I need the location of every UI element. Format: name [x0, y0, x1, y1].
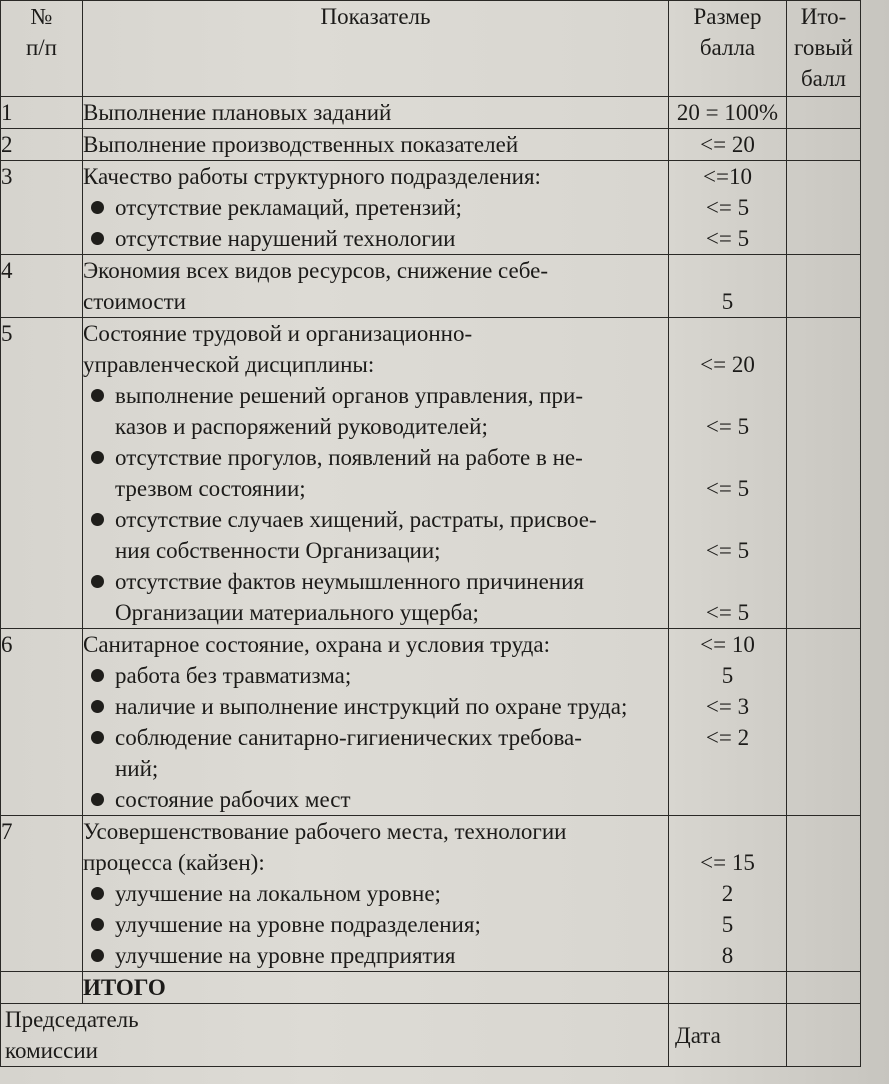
chairman-cell — [1, 1004, 669, 1067]
row-number: 6 — [1, 629, 83, 816]
size-value: <= 5 — [705, 414, 750, 439]
row-total — [787, 161, 861, 255]
row-total — [787, 816, 861, 972]
table-row — [1, 318, 861, 629]
indicator-line: Выполнение производственных показателей — [83, 132, 519, 157]
indicator-continuation: Организации материального ущерба; — [115, 600, 479, 625]
row-total — [787, 97, 861, 129]
indicator-line: процесса (кайзен): — [83, 850, 265, 875]
row-number: 5 — [1, 318, 83, 629]
row-indicator — [83, 129, 669, 161]
size-value: 8 — [721, 943, 734, 968]
indicator-bullet: отсутствие рекламаций, претензий; — [83, 192, 668, 223]
total-label: ИТОГО — [83, 972, 669, 1004]
header-total-line: Ито- — [800, 4, 847, 29]
header-total — [787, 1, 861, 97]
size-value: <= 20 — [700, 352, 755, 377]
header-indicator: Показатель — [83, 1, 669, 97]
size-value: <= 5 — [705, 476, 750, 501]
header-total-line: говый — [794, 35, 853, 60]
indicator-bullet: наличие и выполнение инструкций по охране труда; — [83, 691, 668, 722]
row-indicator — [83, 629, 669, 816]
size-value: <= 5 — [705, 600, 750, 625]
indicator-line: управленческой дисциплины: — [83, 352, 375, 377]
size-value — [669, 504, 786, 535]
indicator-bullet: улучшение на локальном уровне; — [83, 878, 668, 909]
header-number-line: № — [30, 4, 53, 29]
row-total — [787, 255, 861, 318]
table-row — [1, 97, 861, 129]
row-size — [669, 816, 787, 972]
indicator-continuation: ния собственности Организации; — [115, 538, 441, 563]
header-size-line: Размер — [693, 4, 762, 29]
size-value: 2 — [721, 881, 734, 906]
row-total — [787, 129, 861, 161]
size-value — [669, 442, 786, 473]
total-row — [1, 972, 861, 1004]
indicator-bullet: улучшение на уровне подразделения; — [83, 909, 668, 940]
indicator-line: стоимости — [83, 289, 186, 314]
date-cell — [669, 1004, 787, 1067]
indicator-continuation: ний; — [115, 756, 159, 781]
row-indicator — [83, 318, 669, 629]
size-value — [669, 380, 786, 411]
indicator-bullet: отсутствие нарушений технологии — [83, 223, 668, 254]
indicator-line: Экономия всех видов ресурсов, снижение себе- — [83, 258, 549, 283]
size-value: 5 — [721, 289, 734, 314]
indicator-continuation: трезвом состоянии; — [115, 476, 306, 501]
size-value — [669, 566, 786, 597]
header-row — [1, 1, 861, 97]
row-indicator — [83, 97, 669, 129]
indicator-bullet: соблюдение санитарно-гигиенических требова- — [83, 722, 668, 753]
size-value: <= 3 — [705, 694, 750, 719]
indicator-line: Качество работы структурного подразделения: — [83, 164, 541, 189]
row-size — [669, 161, 787, 255]
indicator-bullet: работа без травматизма; — [83, 660, 668, 691]
table-row — [1, 629, 861, 816]
size-value: <= 20 — [700, 132, 755, 157]
row-indicator — [83, 816, 669, 972]
row-indicator — [83, 161, 669, 255]
row-number: 7 — [1, 816, 83, 972]
indicator-bullet: улучшение на уровне предприятия — [83, 940, 668, 971]
size-value: 20 = 100% — [676, 100, 779, 125]
indicator-bullet: выполнение решений органов управления, при- — [83, 380, 668, 411]
size-value — [669, 318, 786, 349]
table-row — [1, 816, 861, 972]
header-number-line: п/п — [25, 35, 57, 60]
size-value: 5 — [721, 663, 734, 688]
row-number: 4 — [1, 255, 83, 318]
row-size — [669, 129, 787, 161]
total-value-cell — [787, 972, 861, 1004]
row-total — [787, 629, 861, 816]
table-row — [1, 129, 861, 161]
indicator-line: Состояние трудовой и организационно- — [83, 321, 473, 346]
footer-row — [1, 1004, 861, 1067]
row-number: 3 — [1, 161, 83, 255]
total-number-cell — [1, 972, 83, 1004]
header-number — [1, 1, 83, 97]
indicator-bullet: отсутствие прогулов, появлений на работе в не- — [83, 442, 668, 473]
date-label: Дата — [675, 1022, 721, 1048]
row-size — [669, 629, 787, 816]
size-value: 5 — [721, 912, 734, 937]
size-value: <= 10 — [700, 632, 755, 657]
row-number: 2 — [1, 129, 83, 161]
size-value: <= 5 — [705, 195, 750, 220]
total-size-cell — [669, 972, 787, 1004]
row-number: 1 — [1, 97, 83, 129]
header-size-line: балла — [699, 35, 756, 60]
row-size — [669, 318, 787, 629]
header-size — [669, 1, 787, 97]
size-value: <= 5 — [705, 226, 750, 251]
chairman-label: Председатель — [5, 1007, 139, 1032]
size-value: <=10 — [703, 164, 752, 189]
indicator-bullet: отсутствие случаев хищений, растраты, присвое- — [83, 504, 668, 535]
indicator-continuation: казов и распоряжений руководителей; — [115, 414, 488, 439]
date-value-cell — [787, 1004, 861, 1067]
size-value — [669, 784, 786, 815]
indicator-bullet: состояние рабочих мест — [83, 784, 668, 815]
size-value: <= 15 — [700, 850, 755, 875]
row-indicator — [83, 255, 669, 318]
table-row — [1, 255, 861, 318]
row-total — [787, 318, 861, 629]
size-value: <= 2 — [705, 725, 750, 750]
size-value — [669, 255, 786, 286]
indicator-line: Усовершенствование рабочего места, технологии — [83, 819, 567, 844]
indicator-bullet: отсутствие фактов неумышленного причинения — [83, 566, 668, 597]
size-value — [669, 816, 786, 847]
header-total-line: балл — [800, 66, 847, 91]
indicator-line: Санитарное состояние, охрана и условия труда: — [83, 632, 550, 657]
row-size — [669, 97, 787, 129]
chairman-label: комиссии — [5, 1038, 98, 1063]
size-value — [669, 753, 786, 784]
table-row — [1, 161, 861, 255]
indicator-line: Выполнение плановых заданий — [83, 100, 392, 125]
size-value: <= 5 — [705, 538, 750, 563]
row-size — [669, 255, 787, 318]
